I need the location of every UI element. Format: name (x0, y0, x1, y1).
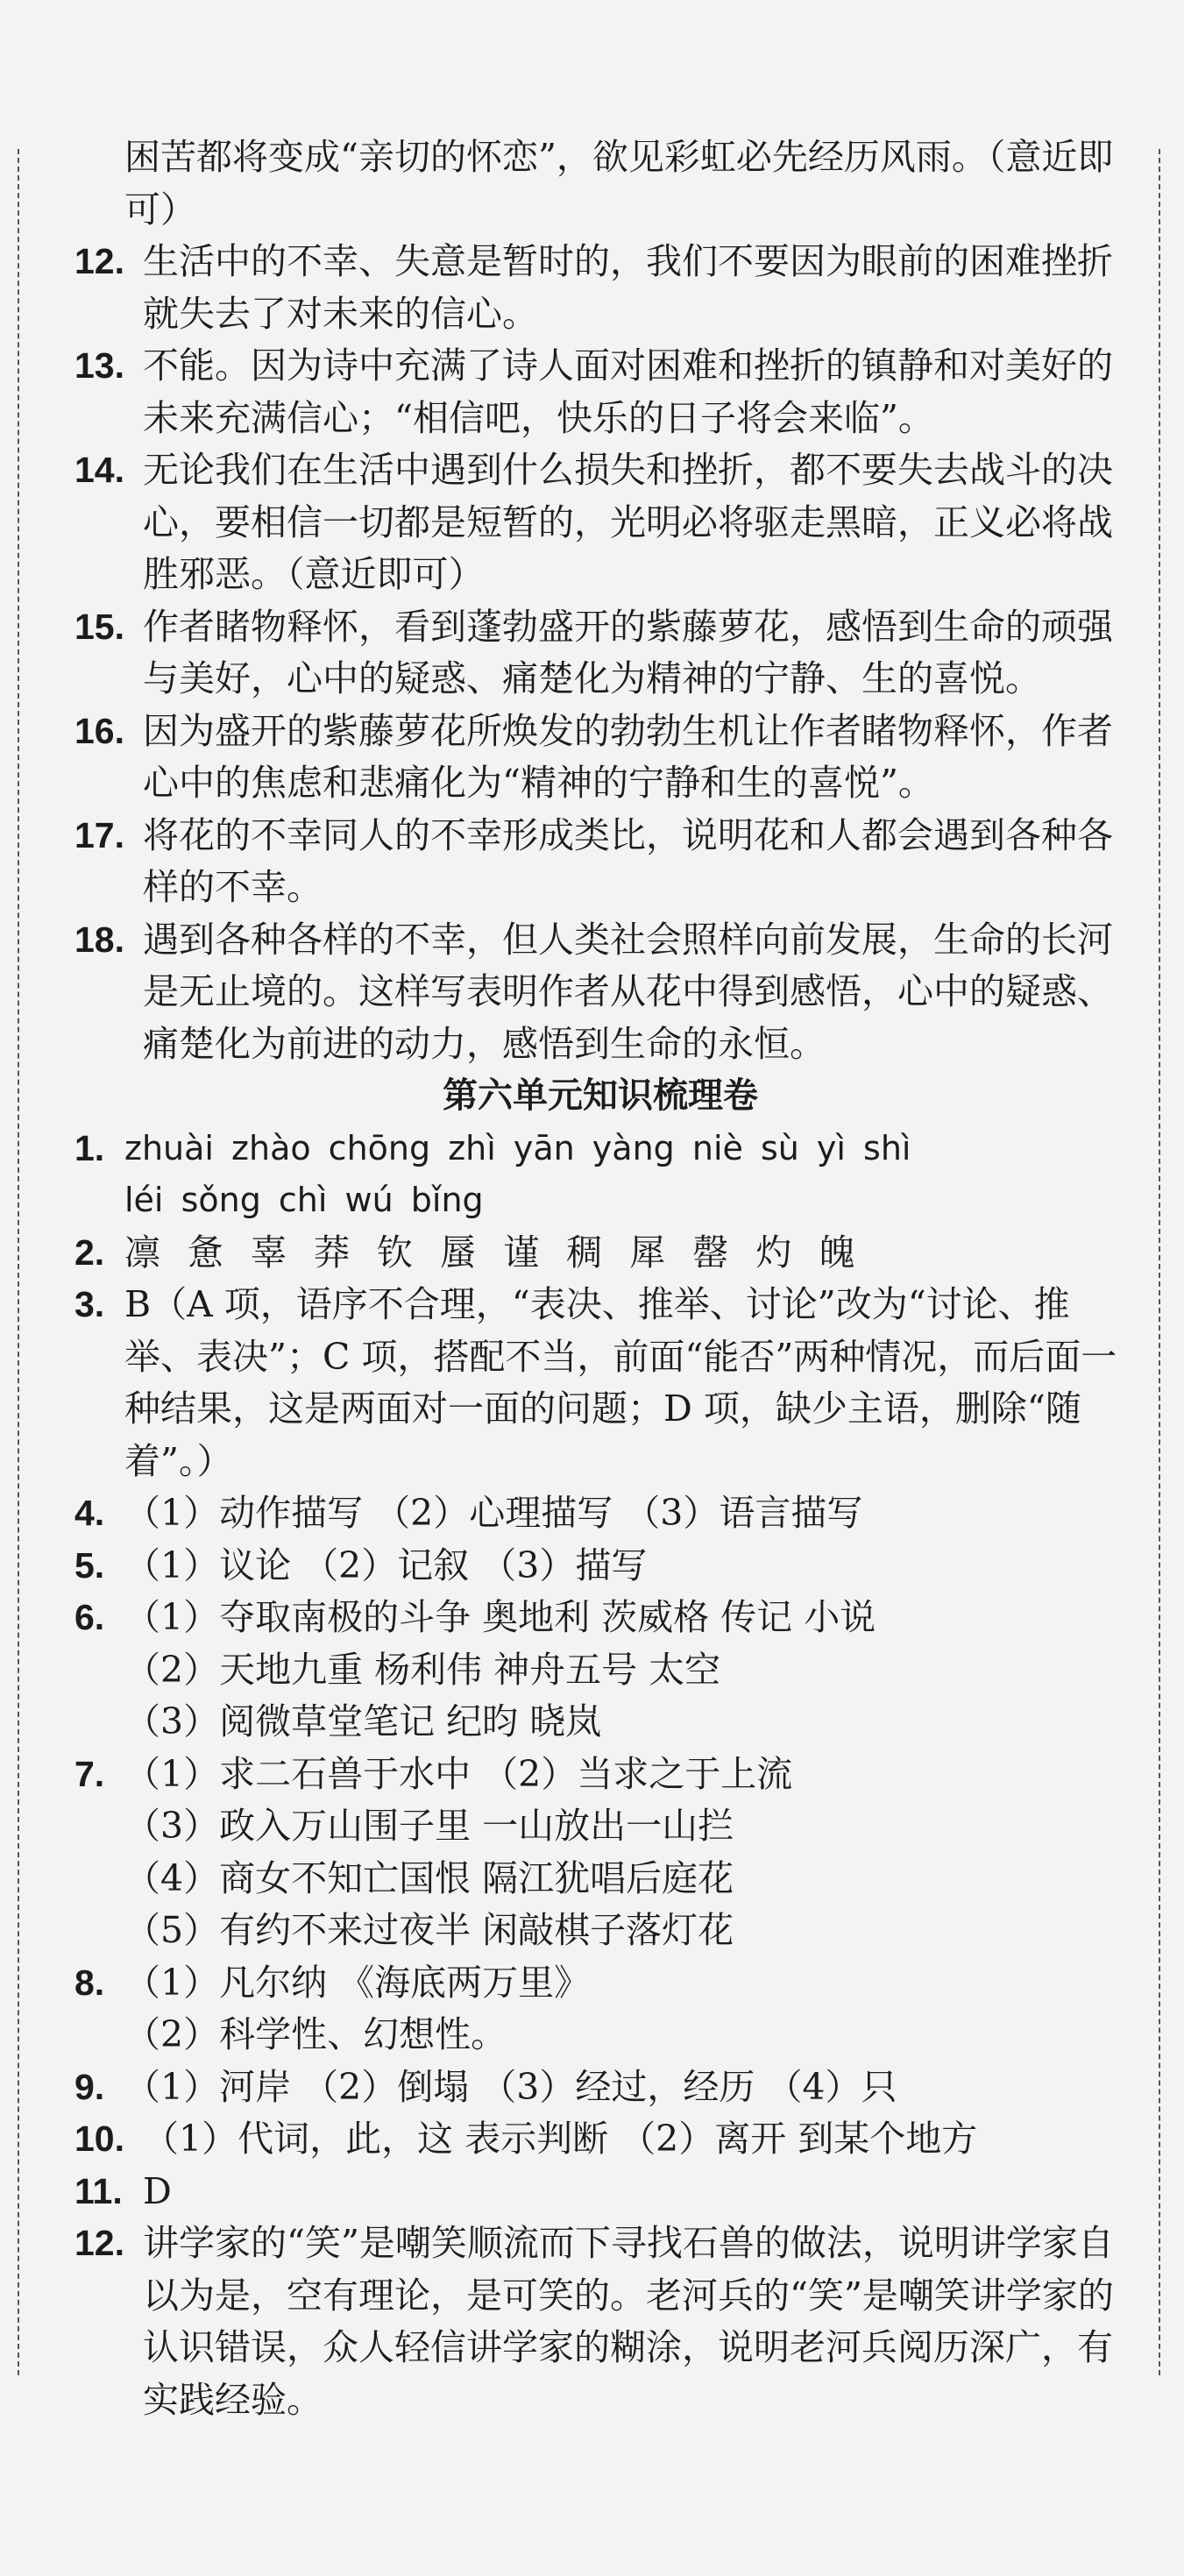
answer-number: 8. (74, 1962, 105, 2003)
answer-subline: （4）商女不知亡国恨 隔江犹唱后庭花 (124, 1856, 734, 1899)
answer-number: 1. (74, 1127, 105, 1168)
answer-text: D (143, 2169, 172, 2212)
answer-item-9 (74, 2062, 1117, 2114)
answer-number: 7. (74, 1753, 105, 1794)
answer-number: 10. (74, 2118, 124, 2159)
unit-five-answers (74, 236, 1117, 1070)
answer-text: 不能。因为诗中充满了诗人面对困难和挫折的镇静和对美好的未来充满信心；“相信吧，快乐的日子将会来临”。 (143, 344, 1113, 439)
answer-item (74, 810, 1117, 914)
answer-text: 因为盛开的紫藤萝花所焕发的勃勃生机让作者睹物释怀，作者心中的焦虑和悲痛化为“精神的宁静和生的喜悦”。 (143, 709, 1113, 804)
answer-text: 作者睹物释怀，看到蓬勃盛开的紫藤萝花，感悟到生命的顽强与美好，心中的疑惑、痛楚化为精神的宁静、生的喜悦。 (143, 605, 1113, 699)
answer-text: （1）河岸 （2）倒塌 （3）经过，经历 （4）只 (124, 2065, 897, 2108)
answer-text: 凛 惫 辜 莽 钦 蜃 谨 稠 犀 罄 灼 魄 (124, 1231, 857, 1274)
answer-subline: （1）凡尔纳 《海底两万里》 (124, 1961, 591, 2004)
answer-number: 9. (74, 2066, 105, 2107)
answer-number: 11. (74, 2170, 123, 2211)
answer-item-12 (74, 2218, 1117, 2426)
answer-subline: （2）天地九重 杨利伟 神舟五号 太空 (124, 1648, 721, 1691)
right-cut-line (1159, 149, 1160, 2375)
answer-number: 18. (74, 919, 124, 960)
answer-item (74, 236, 1117, 340)
answer-subline: （3）政入万山围子里 一山放出一山拦 (124, 1805, 734, 1847)
answer-text: 遇到各种各样的不幸，但人类社会照样向前发展，生命的长河是无止境的。这样写表明作者从花中得到感悟，心中的疑惑、痛楚化为前进的动力，感悟到生命的永恒。 (143, 918, 1113, 1065)
answer-item-11 (74, 2166, 1117, 2218)
answer-number: 12. (74, 2223, 124, 2263)
answer-subline: （1）求二石兽于水中 （2）当求之于上流 (124, 1752, 793, 1795)
answer-item-3 (74, 1279, 1117, 1487)
answer-number: 16. (74, 710, 124, 751)
answer-number: 14. (74, 450, 124, 490)
answer-item-5 (74, 1540, 1117, 1593)
answer-item-8 (74, 1957, 1117, 2062)
answer-page (74, 131, 1117, 2426)
answer-text: 讲学家的“笑”是嘲笑顺流而下寻找石兽的做法，说明讲学家自以为是，空有理论，是可笑的。老河兵的“笑”是嘲笑讲学家的认识错误，众人轻信讲学家的糊涂，说明老河兵阅历深广，有实践经验。 (143, 2222, 1114, 2421)
answer-item (74, 340, 1117, 444)
answer-item (74, 706, 1117, 810)
answer-subline: （1）夺取南极的斗争 奥地利 茨威格 传记 小说 (124, 1596, 876, 1638)
section-title: 第六单元知识梳理卷 (443, 1075, 758, 1116)
answer-text: 生活中的不幸、失意是暂时的，我们不要因为眼前的困难挫折就失去了对未来的信心。 (143, 240, 1113, 335)
answer-number: 17. (74, 814, 124, 855)
answer-number: 6. (74, 1597, 105, 1637)
answer-subline: （2）科学性、幻想性。 (124, 2013, 507, 2055)
answer-number: 3. (74, 1284, 105, 1324)
pinyin-line-1: zhuài zhào chōng zhì yān yàng niè sù yì shì (124, 1128, 911, 1167)
answer-text: 将花的不幸同人的不幸形成类比，说明花和人都会遇到各种各样的不幸。 (143, 813, 1113, 908)
answer-11-continued (83, 131, 1117, 236)
answer-item-1 (74, 1123, 1117, 1227)
answer-number: 5. (74, 1544, 105, 1586)
answer-item-4 (74, 1487, 1117, 1540)
answer-item (74, 914, 1117, 1071)
answer-number: 2. (74, 1231, 105, 1273)
answer-item-10 (74, 2113, 1117, 2166)
answer-text: B（A 项，语序不合理，“表决、推举、讨论”改为“讨论、推举、表决”；C 项，搭配不当，前面“能否”两种情况，而后面一种结果，这是两面对一面的问题；D 项，缺少主语，删除“随着”。） (124, 1283, 1117, 1482)
pinyin-line-2: léi sǒng chì wú bǐng (124, 1181, 484, 1219)
answer-subline: （3）阅微草堂笔记 纪昀 晓岚 (124, 1700, 602, 1742)
answer-text: （1）代词，此，这 表示判断 （2）离开 到某个地方 (143, 2118, 978, 2160)
answer-number: 13. (74, 345, 124, 386)
answer-number: 12. (74, 241, 124, 281)
answer-item-2 (74, 1227, 1117, 1280)
answer-text: （1）议论 （2）记叙 （3）描写 (124, 1543, 648, 1586)
answer-text: （1）动作描写 （2）心理描写 （3）语言描写 (124, 1492, 863, 1534)
answer-item (74, 601, 1117, 706)
answer-item-6 (74, 1592, 1117, 1749)
answer-text: 困苦都将变成“亲切的怀恋”，欲见彩虹必先经历风雨。（意近即可） (124, 136, 1114, 231)
left-cut-line (18, 149, 19, 2375)
answer-item (74, 444, 1117, 601)
answer-number: 15. (74, 606, 124, 647)
answer-item-7 (74, 1749, 1117, 1957)
answer-text: 无论我们在生活中遇到什么损失和挫折，都不要失去战斗的决心，要相信一切都是短暂的，光明必将驱走黑暗，正义必将战胜邪恶。（意近即可） (143, 449, 1113, 595)
answer-number: 4. (74, 1493, 105, 1533)
answer-subline: （5）有约不来过夜半 闲敲棋子落灯花 (124, 1909, 734, 1951)
